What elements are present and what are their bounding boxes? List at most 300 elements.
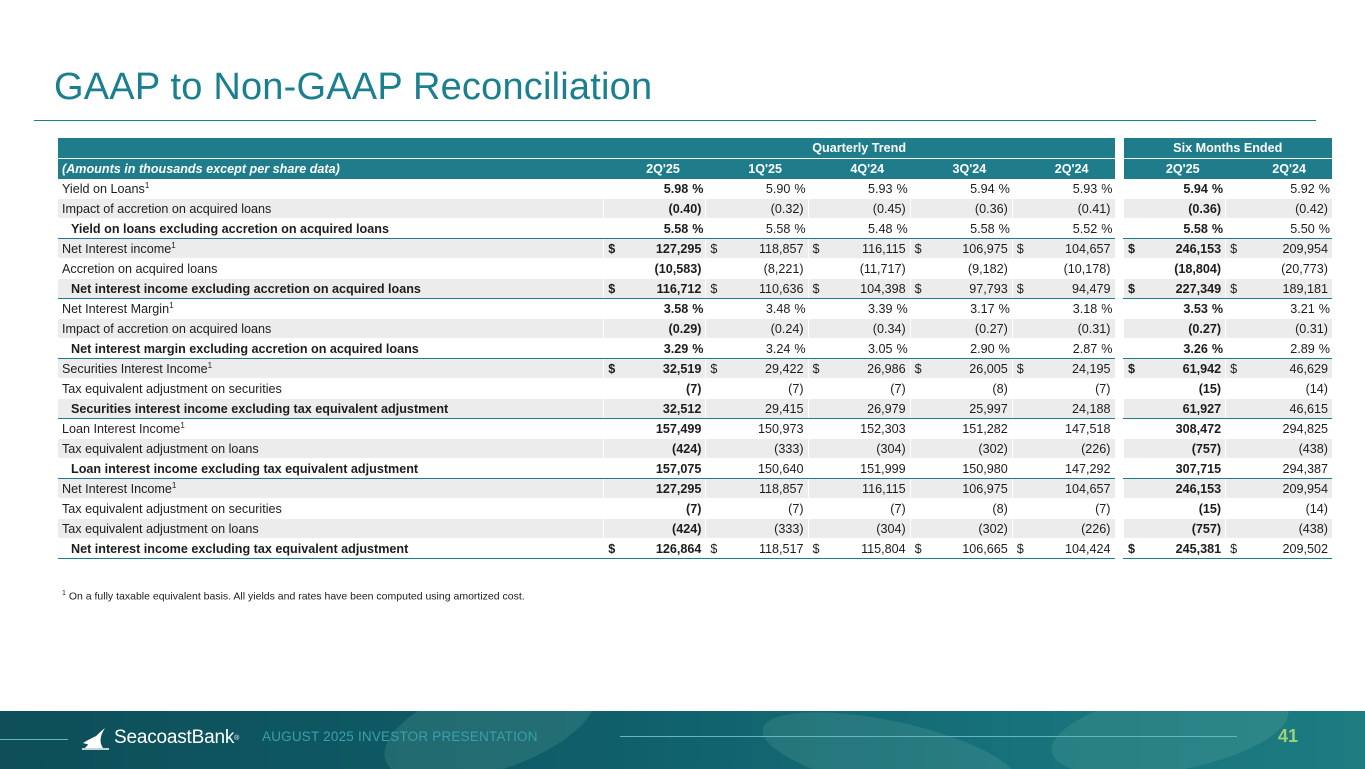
value-text: 5.52 bbox=[1072, 221, 1098, 236]
percent-sign: % bbox=[1211, 221, 1224, 236]
value-cell bbox=[930, 199, 1012, 219]
value-text: 246,153 bbox=[1175, 241, 1222, 256]
value-text: 26,005 bbox=[969, 361, 1008, 376]
currency-symbol bbox=[1012, 419, 1032, 439]
value-text: 2.89 bbox=[1290, 341, 1315, 356]
value-text: 106,975 bbox=[962, 241, 1008, 256]
value-cell bbox=[624, 199, 706, 219]
value-text: (424) bbox=[672, 441, 702, 456]
currency-symbol: $ bbox=[1012, 359, 1032, 379]
value-cell bbox=[726, 479, 808, 499]
value-cell bbox=[726, 299, 808, 319]
value-text: 61,927 bbox=[1182, 401, 1222, 416]
percent-sign: % bbox=[896, 221, 908, 236]
value-cell bbox=[1032, 419, 1114, 439]
value-text: 46,629 bbox=[1289, 361, 1328, 376]
currency-symbol bbox=[604, 459, 624, 479]
value-text: 3.18 bbox=[1072, 301, 1098, 316]
currency-symbol: $ bbox=[1226, 279, 1246, 299]
value-cell bbox=[1144, 439, 1226, 459]
value-cell bbox=[930, 539, 1012, 559]
value-cell bbox=[1246, 199, 1332, 219]
percent-sign: % bbox=[1101, 221, 1113, 236]
value-cell bbox=[828, 259, 910, 279]
value-text: 26,986 bbox=[867, 361, 906, 376]
currency-symbol bbox=[1012, 219, 1032, 239]
currency-symbol bbox=[604, 219, 624, 239]
value-text: 209,502 bbox=[1282, 541, 1328, 556]
footer-bar bbox=[0, 711, 1365, 769]
value-cell bbox=[1144, 419, 1226, 439]
currency-symbol bbox=[910, 179, 930, 199]
currency-symbol bbox=[604, 319, 624, 339]
value-cell bbox=[1144, 319, 1226, 339]
value-text: 5.94 bbox=[1183, 181, 1208, 196]
currency-symbol bbox=[808, 179, 828, 199]
currency-symbol bbox=[910, 499, 930, 519]
column-gap bbox=[1115, 239, 1124, 259]
page-title: GAAP to Non-GAAP Reconciliation bbox=[54, 66, 653, 108]
currency-symbol bbox=[604, 419, 624, 439]
value-cell bbox=[624, 259, 706, 279]
value-text: (10,178) bbox=[1063, 261, 1111, 276]
percent-sign: % bbox=[896, 341, 908, 356]
value-cell bbox=[930, 299, 1012, 319]
row-label-text: Yield on loans excluding accretion on acquired loans bbox=[71, 221, 389, 236]
value-text: (7) bbox=[890, 501, 906, 516]
value-cell bbox=[930, 439, 1012, 459]
value-cell bbox=[1144, 539, 1226, 559]
footnote-ref: 1 bbox=[144, 180, 150, 190]
currency-symbol: $ bbox=[910, 359, 930, 379]
percent-sign: % bbox=[794, 301, 806, 316]
footnote bbox=[62, 590, 525, 603]
value-cell bbox=[624, 359, 706, 379]
currency-symbol bbox=[1226, 339, 1246, 359]
currency-symbol bbox=[910, 339, 930, 359]
value-text: 24,195 bbox=[1071, 361, 1111, 376]
currency-symbol bbox=[604, 339, 624, 359]
value-cell bbox=[1032, 239, 1114, 259]
currency-symbol: $ bbox=[604, 359, 624, 379]
currency-symbol bbox=[604, 199, 624, 219]
currency-symbol: $ bbox=[808, 279, 828, 299]
currency-symbol: $ bbox=[1124, 359, 1144, 379]
page-number: 41 bbox=[1278, 726, 1299, 746]
value-cell bbox=[726, 439, 808, 459]
group-header-quarterly: Quarterly Trend bbox=[604, 138, 1115, 159]
value-text: 5.58 bbox=[765, 221, 791, 236]
table-row bbox=[58, 279, 1332, 299]
value-text: 5.50 bbox=[1290, 221, 1315, 236]
value-text: 3.58 bbox=[663, 301, 689, 316]
row-label bbox=[58, 479, 604, 499]
column-header-q4: 3Q'24 bbox=[910, 159, 1012, 180]
currency-symbol bbox=[1012, 399, 1032, 419]
currency-symbol bbox=[706, 179, 726, 199]
value-text: 126,864 bbox=[655, 541, 702, 556]
value-cell bbox=[1032, 479, 1114, 499]
currency-symbol bbox=[910, 519, 930, 539]
value-text: 2.90 bbox=[970, 341, 995, 356]
value-text: 209,954 bbox=[1282, 241, 1328, 256]
percent-sign: % bbox=[998, 221, 1010, 236]
percent-sign: % bbox=[1211, 341, 1224, 356]
value-cell bbox=[1144, 299, 1226, 319]
row-label bbox=[58, 459, 604, 479]
logo-text: SeacoastBank bbox=[114, 727, 235, 748]
value-text: 5.93 bbox=[1072, 181, 1098, 196]
value-text: 3.26 bbox=[1183, 341, 1208, 356]
value-text: 151,999 bbox=[860, 461, 906, 476]
value-cell bbox=[828, 539, 910, 559]
currency-symbol bbox=[1226, 179, 1246, 199]
value-cell bbox=[930, 319, 1012, 339]
percent-sign: % bbox=[998, 341, 1010, 356]
value-cell bbox=[1032, 339, 1114, 359]
currency-symbol bbox=[808, 439, 828, 459]
value-cell bbox=[726, 339, 808, 359]
value-text: 61,942 bbox=[1182, 361, 1222, 376]
currency-symbol bbox=[910, 219, 930, 239]
currency-symbol bbox=[910, 379, 930, 399]
currency-symbol bbox=[1124, 479, 1144, 499]
value-cell bbox=[726, 219, 808, 239]
currency-symbol bbox=[1012, 259, 1032, 279]
currency-symbol bbox=[604, 179, 624, 199]
table-row bbox=[58, 319, 1332, 339]
value-cell bbox=[726, 399, 808, 419]
row-label bbox=[58, 379, 604, 399]
value-cell bbox=[624, 339, 706, 359]
percent-sign: % bbox=[1318, 221, 1330, 236]
value-text: 94,479 bbox=[1071, 281, 1111, 296]
value-cell bbox=[930, 379, 1012, 399]
value-text: 118,517 bbox=[758, 541, 804, 556]
value-cell bbox=[726, 259, 808, 279]
value-cell bbox=[1032, 179, 1114, 199]
value-text: 3.53 bbox=[1183, 301, 1208, 316]
value-cell bbox=[1032, 439, 1114, 459]
currency-symbol bbox=[1226, 259, 1246, 279]
value-cell bbox=[1246, 379, 1332, 399]
value-cell bbox=[726, 539, 808, 559]
currency-symbol bbox=[808, 259, 828, 279]
value-cell bbox=[624, 379, 706, 399]
value-text: (7) bbox=[788, 381, 804, 396]
value-text: 104,424 bbox=[1064, 541, 1111, 556]
value-cell bbox=[624, 419, 706, 439]
currency-symbol bbox=[1226, 199, 1246, 219]
row-label bbox=[58, 219, 604, 239]
currency-symbol: $ bbox=[604, 239, 624, 259]
row-label bbox=[58, 239, 604, 259]
value-cell bbox=[1144, 459, 1226, 479]
value-cell bbox=[1032, 259, 1114, 279]
currency-symbol bbox=[1124, 499, 1144, 519]
value-text: 118,857 bbox=[758, 481, 804, 496]
value-text: 3.24 bbox=[765, 341, 791, 356]
value-cell bbox=[624, 399, 706, 419]
value-text: 152,303 bbox=[860, 421, 906, 436]
row-label-text: Net interest margin excluding accretion on acquired loans bbox=[71, 341, 419, 356]
percent-sign: % bbox=[1318, 181, 1330, 196]
currency-symbol bbox=[910, 259, 930, 279]
value-text: 189,181 bbox=[1282, 281, 1328, 296]
value-cell bbox=[1032, 299, 1114, 319]
value-cell bbox=[726, 359, 808, 379]
presentation-label: AUGUST 2025 INVESTOR PRESENTATION bbox=[262, 729, 538, 744]
value-text: (20,773) bbox=[1281, 261, 1328, 276]
value-cell bbox=[828, 319, 910, 339]
currency-symbol bbox=[910, 399, 930, 419]
value-text: 5.58 bbox=[1183, 221, 1208, 236]
currency-symbol bbox=[910, 199, 930, 219]
value-text: 104,398 bbox=[860, 281, 906, 296]
row-label-text: Accretion on acquired loans bbox=[62, 261, 218, 276]
value-cell bbox=[624, 239, 706, 259]
table-row bbox=[58, 299, 1332, 319]
row-label-text: Net interest income excluding accretion on acquired loans bbox=[71, 281, 421, 296]
value-cell bbox=[726, 239, 808, 259]
value-cell bbox=[930, 519, 1012, 539]
row-label-text: Securities interest income excluding tax equivalent adjustment bbox=[71, 401, 449, 416]
currency-symbol bbox=[1012, 519, 1032, 539]
value-text: (0.27) bbox=[974, 321, 1008, 336]
column-header-q1: 2Q'25 bbox=[604, 159, 706, 180]
currency-symbol bbox=[706, 299, 726, 319]
value-cell bbox=[828, 299, 910, 319]
value-cell bbox=[1246, 259, 1332, 279]
value-text: (0.36) bbox=[1188, 201, 1222, 216]
value-text: (0.36) bbox=[974, 201, 1008, 216]
row-label-text: Securities Interest Income bbox=[62, 361, 208, 376]
row-label-text: Net Interest Margin bbox=[62, 301, 170, 316]
percent-sign: % bbox=[794, 341, 806, 356]
column-gap bbox=[1115, 479, 1124, 499]
column-gap bbox=[1115, 179, 1124, 199]
percent-sign: % bbox=[1101, 341, 1113, 356]
value-cell bbox=[930, 359, 1012, 379]
value-text: 127,295 bbox=[655, 241, 702, 256]
value-cell bbox=[1144, 179, 1226, 199]
currency-symbol bbox=[706, 499, 726, 519]
currency-symbol bbox=[910, 319, 930, 339]
value-text: 294,387 bbox=[1282, 461, 1328, 476]
currency-symbol bbox=[604, 399, 624, 419]
currency-symbol bbox=[1124, 339, 1144, 359]
currency-symbol bbox=[1226, 419, 1246, 439]
row-label bbox=[58, 399, 604, 419]
currency-symbol bbox=[1124, 419, 1144, 439]
value-cell bbox=[1246, 459, 1332, 479]
value-text: 246,153 bbox=[1175, 481, 1222, 496]
value-cell bbox=[1246, 439, 1332, 459]
value-text: 294,825 bbox=[1282, 421, 1328, 436]
value-cell bbox=[1144, 399, 1226, 419]
column-gap bbox=[1115, 299, 1124, 319]
value-text: 3.39 bbox=[867, 301, 893, 316]
footnote-ref: 1 bbox=[207, 360, 213, 370]
table-row bbox=[58, 399, 1332, 419]
value-text: (0.34) bbox=[872, 321, 906, 336]
value-cell bbox=[624, 219, 706, 239]
table-row bbox=[58, 519, 1332, 539]
title-divider bbox=[34, 120, 1316, 121]
currency-symbol bbox=[604, 379, 624, 399]
value-text: (0.29) bbox=[668, 321, 702, 336]
value-cell bbox=[1246, 179, 1332, 199]
table-row bbox=[58, 359, 1332, 379]
value-text: (226) bbox=[1081, 441, 1111, 456]
value-text: (0.24) bbox=[770, 321, 804, 336]
currency-symbol bbox=[1012, 499, 1032, 519]
value-text: (11,717) bbox=[859, 261, 906, 276]
currency-symbol bbox=[1012, 299, 1032, 319]
currency-symbol bbox=[706, 399, 726, 419]
value-cell bbox=[1032, 459, 1114, 479]
value-text: 106,975 bbox=[962, 481, 1008, 496]
currency-symbol bbox=[1226, 459, 1246, 479]
value-text: (9,182) bbox=[967, 261, 1008, 276]
value-text: 5.98 bbox=[663, 181, 689, 196]
row-label-text: Tax equivalent adjustment on securities bbox=[62, 501, 282, 516]
value-text: (14) bbox=[1305, 501, 1328, 516]
currency-symbol bbox=[1226, 519, 1246, 539]
currency-symbol: $ bbox=[1226, 359, 1246, 379]
value-text: 307,715 bbox=[1175, 461, 1222, 476]
currency-symbol bbox=[1124, 459, 1144, 479]
currency-symbol bbox=[1124, 519, 1144, 539]
currency-symbol bbox=[1226, 319, 1246, 339]
value-text: 245,381 bbox=[1175, 541, 1222, 556]
currency-symbol bbox=[706, 199, 726, 219]
table-row bbox=[58, 459, 1332, 479]
currency-symbol bbox=[706, 259, 726, 279]
value-text: 3.21 bbox=[1290, 301, 1315, 316]
row-label bbox=[58, 319, 604, 339]
currency-symbol: $ bbox=[1226, 539, 1246, 559]
currency-symbol: $ bbox=[604, 279, 624, 299]
value-text: 116,712 bbox=[656, 281, 702, 296]
currency-symbol bbox=[604, 479, 624, 499]
currency-symbol bbox=[1226, 299, 1246, 319]
value-text: (0.27) bbox=[1188, 321, 1222, 336]
value-cell bbox=[930, 419, 1012, 439]
currency-symbol bbox=[1124, 179, 1144, 199]
currency-symbol: $ bbox=[706, 279, 726, 299]
column-header-label: (Amounts in thousands except per share data) bbox=[58, 159, 604, 180]
row-label-text: Impact of accretion on acquired loans bbox=[62, 201, 272, 216]
value-text: 157,499 bbox=[655, 421, 702, 436]
row-label bbox=[58, 539, 604, 559]
value-text: (302) bbox=[978, 441, 1008, 456]
value-text: 5.90 bbox=[765, 181, 791, 196]
value-text: 26,979 bbox=[867, 401, 906, 416]
value-cell bbox=[828, 379, 910, 399]
footer-rule-right bbox=[620, 736, 1237, 737]
value-text: 104,657 bbox=[1064, 481, 1111, 496]
table-row bbox=[58, 179, 1332, 199]
value-cell bbox=[1144, 279, 1226, 299]
table-row bbox=[58, 479, 1332, 499]
value-text: 104,657 bbox=[1064, 241, 1111, 256]
value-text: (0.31) bbox=[1295, 321, 1328, 336]
value-text: 3.05 bbox=[867, 341, 893, 356]
value-text: 127,295 bbox=[655, 481, 702, 496]
column-gap bbox=[1115, 219, 1124, 239]
header-gap bbox=[1115, 138, 1124, 159]
percent-sign: % bbox=[794, 221, 806, 236]
value-cell bbox=[1144, 379, 1226, 399]
currency-symbol bbox=[1012, 479, 1032, 499]
value-cell bbox=[624, 539, 706, 559]
currency-symbol bbox=[604, 439, 624, 459]
value-cell bbox=[726, 519, 808, 539]
currency-symbol bbox=[808, 399, 828, 419]
row-label bbox=[58, 179, 604, 199]
column-gap bbox=[1115, 339, 1124, 359]
column-gap bbox=[1115, 519, 1124, 539]
row-label bbox=[58, 519, 604, 539]
footnote-ref: 1 bbox=[171, 480, 177, 490]
currency-symbol bbox=[706, 439, 726, 459]
value-text: 32,512 bbox=[662, 401, 702, 416]
value-text: (424) bbox=[672, 521, 702, 536]
value-cell bbox=[828, 459, 910, 479]
value-text: 5.94 bbox=[970, 181, 995, 196]
value-text: 110,636 bbox=[758, 281, 804, 296]
percent-sign: % bbox=[794, 181, 806, 196]
value-cell bbox=[624, 299, 706, 319]
currency-symbol bbox=[808, 339, 828, 359]
value-cell bbox=[828, 399, 910, 419]
currency-symbol bbox=[1124, 259, 1144, 279]
row-label-text: Tax equivalent adjustment on loans bbox=[62, 521, 259, 536]
value-text: 150,980 bbox=[962, 461, 1008, 476]
column-gap bbox=[1115, 439, 1124, 459]
value-text: 24,188 bbox=[1071, 401, 1111, 416]
value-cell bbox=[1246, 399, 1332, 419]
currency-symbol bbox=[706, 319, 726, 339]
value-cell bbox=[624, 459, 706, 479]
footnote-ref: 1 bbox=[171, 240, 176, 250]
percent-sign: % bbox=[1101, 301, 1113, 316]
value-cell bbox=[828, 359, 910, 379]
value-text: 5.58 bbox=[970, 221, 995, 236]
currency-symbol: $ bbox=[706, 239, 726, 259]
value-cell bbox=[1144, 199, 1226, 219]
value-text: (10,583) bbox=[654, 261, 702, 276]
value-cell bbox=[1246, 519, 1332, 539]
value-cell bbox=[1144, 479, 1226, 499]
value-cell bbox=[1246, 539, 1332, 559]
value-cell bbox=[930, 339, 1012, 359]
value-text: (304) bbox=[876, 441, 906, 456]
value-cell bbox=[828, 499, 910, 519]
value-text: 46,615 bbox=[1289, 401, 1328, 416]
value-cell bbox=[828, 219, 910, 239]
value-text: 115,804 bbox=[861, 541, 906, 556]
value-text: 157,075 bbox=[655, 461, 702, 476]
value-cell bbox=[726, 379, 808, 399]
row-label-text: Loan interest income excluding tax equivalent adjustment bbox=[71, 461, 419, 476]
currency-symbol: $ bbox=[808, 539, 828, 559]
percent-sign: % bbox=[896, 301, 908, 316]
percent-sign: % bbox=[1318, 301, 1330, 316]
value-cell bbox=[828, 279, 910, 299]
currency-symbol: $ bbox=[910, 239, 930, 259]
